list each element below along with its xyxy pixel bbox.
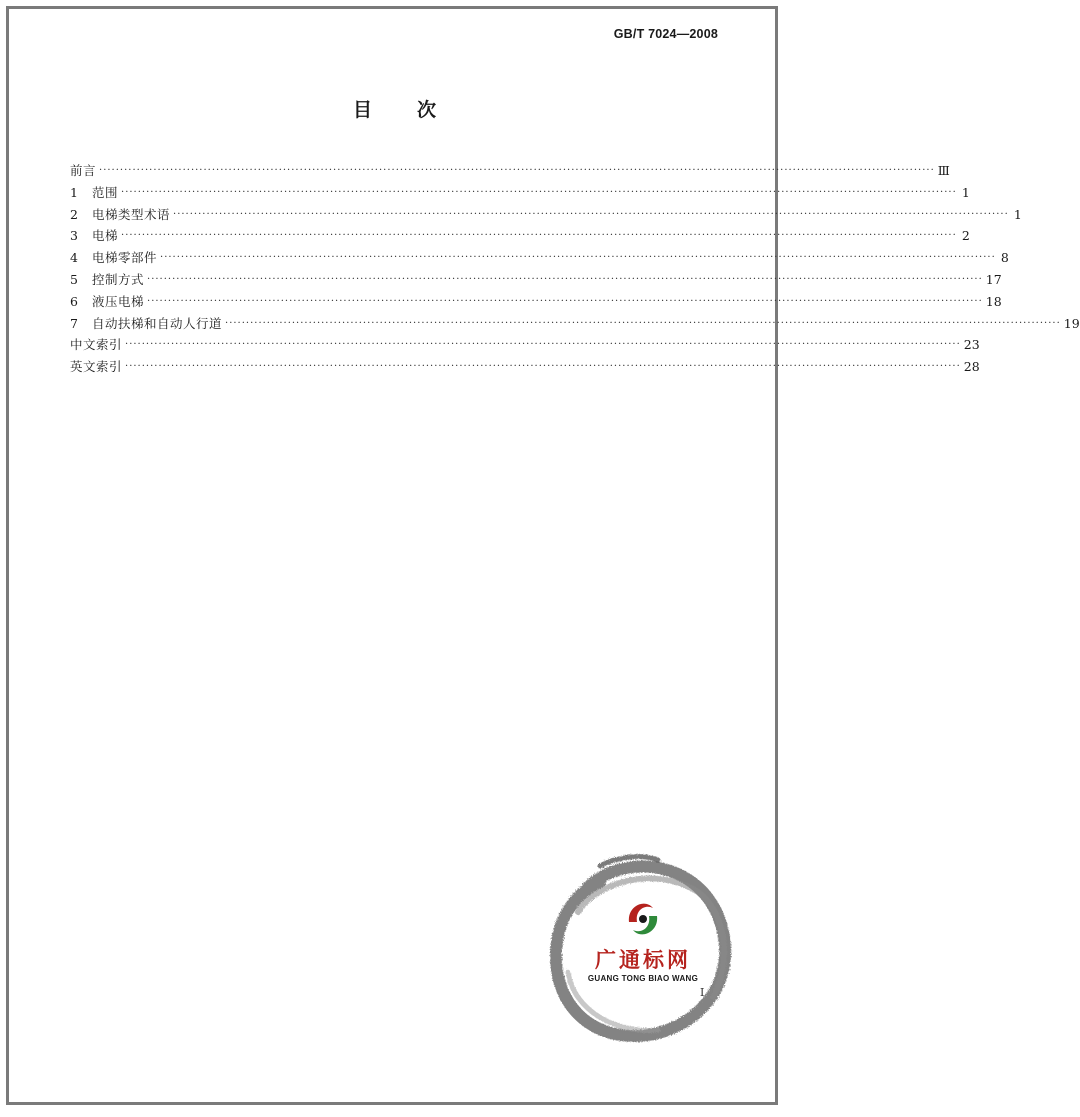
toc-leader-dots: ········································································································································································································ [121,230,957,242]
toc-entry-label: 电梯 [92,228,119,244]
toc-title-left: 目 [352,99,373,121]
toc-entry[interactable] [70,182,970,204]
toc-entry-page: 18 [985,293,1002,309]
toc-entry-page: 23 [963,337,980,353]
toc-entry-label: 自动扶梯和自动人行道 [92,315,223,331]
toc-entry-label: 中文索引 [70,337,123,353]
toc-entry-label: 范围 [92,184,119,200]
toc-entry-page: Ⅲ [937,163,950,178]
toc-entry-number: 4 [70,250,78,266]
page-number: I [700,986,705,999]
toc-entry[interactable] [70,269,1002,291]
toc-entry[interactable] [70,204,1022,226]
toc-title-right: 次 [417,99,438,121]
toc-entry-label: 前言 [70,163,97,178]
toc-entry-label: 控制方式 [92,271,145,287]
toc-entry[interactable] [70,291,1002,313]
toc-leader-dots: ········································································································································································································ [125,361,961,373]
watermark-stamp [548,852,738,1042]
toc-list [70,160,1080,378]
logo-mark-icon [629,904,657,935]
toc-entry-number: 5 [70,271,78,287]
toc-entry-page: 8 [1000,250,1009,266]
toc-entry-page: 2 [961,228,970,244]
toc-entry[interactable] [70,356,980,378]
toc-leader-dots: ········································································································································································································ [125,339,961,351]
toc-entry-number: 7 [70,315,78,331]
toc-entry-page: 17 [985,271,1002,287]
toc-entry-label: 英文索引 [70,359,123,375]
standard-code: GB/T 7024—2008 [613,27,718,41]
toc-entry-label: 液压电梯 [92,293,145,309]
toc-entry-page: 1 [1013,206,1022,222]
toc-entry-page: 28 [963,359,980,375]
toc-entry-page: 1 [961,184,970,200]
toc-entry-label: 电梯零部件 [92,250,158,266]
toc-entry-number: 2 [70,206,78,222]
watermark-name-cn: 广通标网 [595,947,691,972]
toc-leader-dots: ········································································································································································································ [225,317,1061,329]
toc-leader-dots: ········································································································································································································ [99,165,935,176]
toc-leader-dots: ········································································································································································································ [160,252,996,264]
toc-entry-page: 19 [1063,315,1080,331]
toc-entry-label: 电梯类型术语 [92,206,171,222]
toc-entry[interactable] [70,313,1080,335]
toc-entry-number: 6 [70,293,78,309]
toc-entry-number: 3 [70,228,78,244]
toc-entry[interactable] [70,334,980,356]
toc-leader-dots: ········································································································································································································ [147,273,983,285]
toc-title [0,95,790,122]
toc-leader-dots: ········································································································································································································ [147,295,983,307]
toc-leader-dots: ········································································································································································································ [173,208,1009,220]
toc-entry[interactable] [70,247,1009,269]
toc-leader-dots: ········································································································································································································ [121,186,957,198]
watermark-name-en: GUANG TONG BIAO WANG [587,974,699,983]
toc-entry[interactable] [70,225,970,247]
toc-entry-number: 1 [70,184,78,200]
toc-entry[interactable] [70,160,950,182]
